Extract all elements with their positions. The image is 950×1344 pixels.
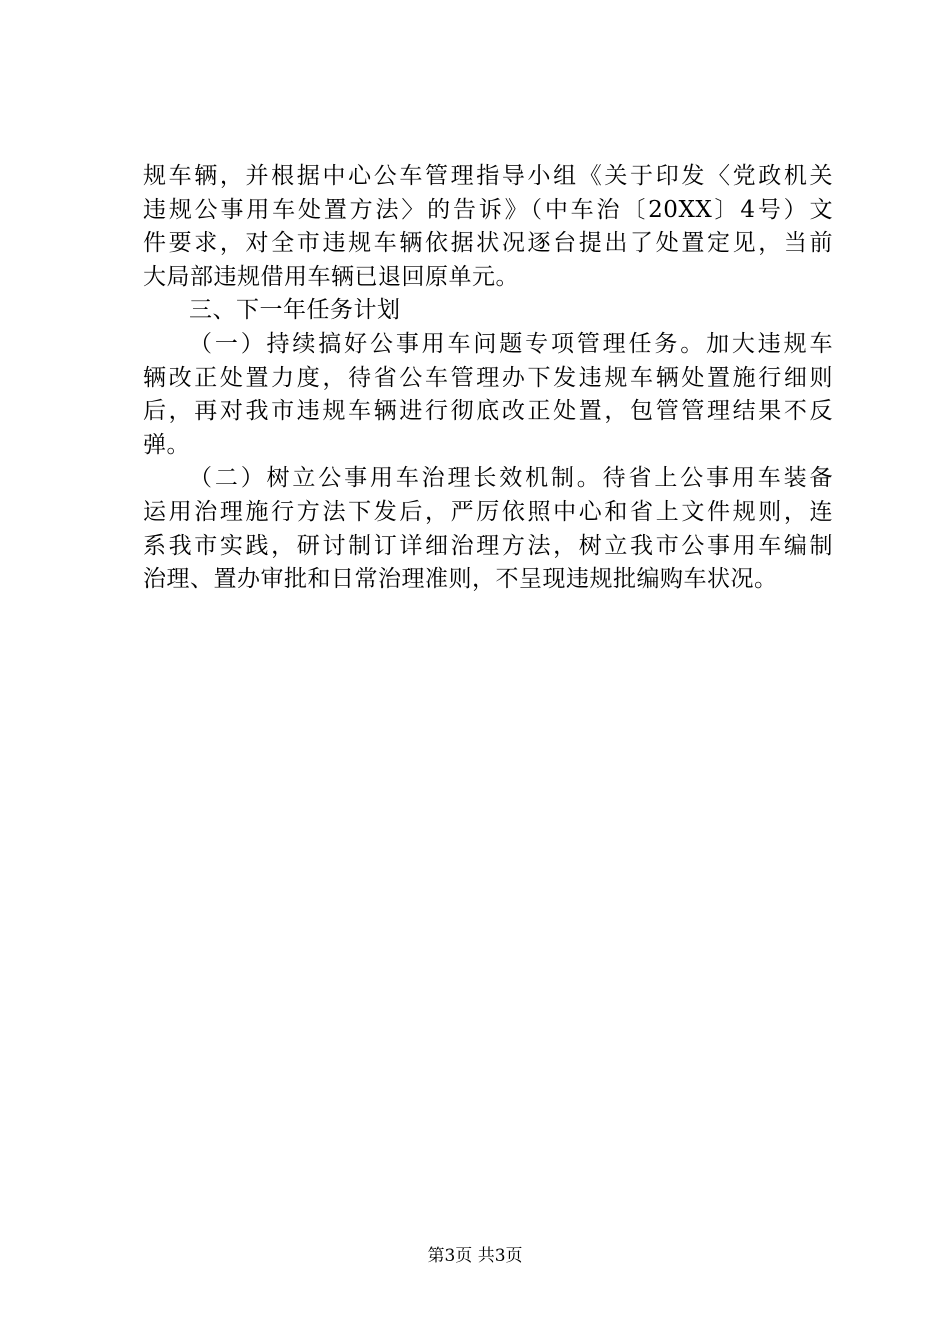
document-body xyxy=(143,160,833,597)
paragraph-line: 辆改正处置力度，待省公车管理办下发违规车辆处置施行细则 xyxy=(143,364,833,391)
paragraph-line: （一）持续搞好公事用车问题专项管理任务。加大违规车 xyxy=(189,330,833,357)
page-number-footer: 第3页 共3页 xyxy=(427,1246,523,1266)
paragraph-line: 运用治理施行方法下发后，严厉依照中心和省上文件规则，连 xyxy=(143,498,833,525)
section-heading: 三、下一年任务计划 xyxy=(189,297,401,324)
paragraph-line: （二）树立公事用车治理长效机制。待省上公事用车装备 xyxy=(189,465,833,492)
paragraph-item-one xyxy=(143,328,833,462)
paragraph-disposal-status xyxy=(143,160,833,294)
paragraph-line: 后，再对我市违规车辆进行彻底改正处置，包管管理结果不反 xyxy=(143,398,833,425)
section-heading-next-year-plan xyxy=(143,294,833,328)
paragraph-item-two xyxy=(143,462,833,596)
paragraph-line: 治理、置办审批和日常治理准则，不呈现违规批编购车状况。 xyxy=(143,566,778,593)
paragraph-line: 违规公事用车处置方法〉的告诉》（中车治〔20XX〕4号）文 xyxy=(143,196,833,223)
paragraph-line: 弹。 xyxy=(143,431,190,458)
paragraph-line: 系我市实践，研讨制订详细治理方法，树立我市公事用车编制 xyxy=(143,532,833,559)
paragraph-line: 大局部违规借用车辆已退回原单元。 xyxy=(143,263,519,290)
paragraph-line: 规车辆，并根据中心公车管理指导小组《关于印发〈党政机关 xyxy=(143,163,833,189)
paragraph-line: 件要求，对全市违规车辆依据状况逐台提出了处置定见，当前 xyxy=(143,230,833,257)
